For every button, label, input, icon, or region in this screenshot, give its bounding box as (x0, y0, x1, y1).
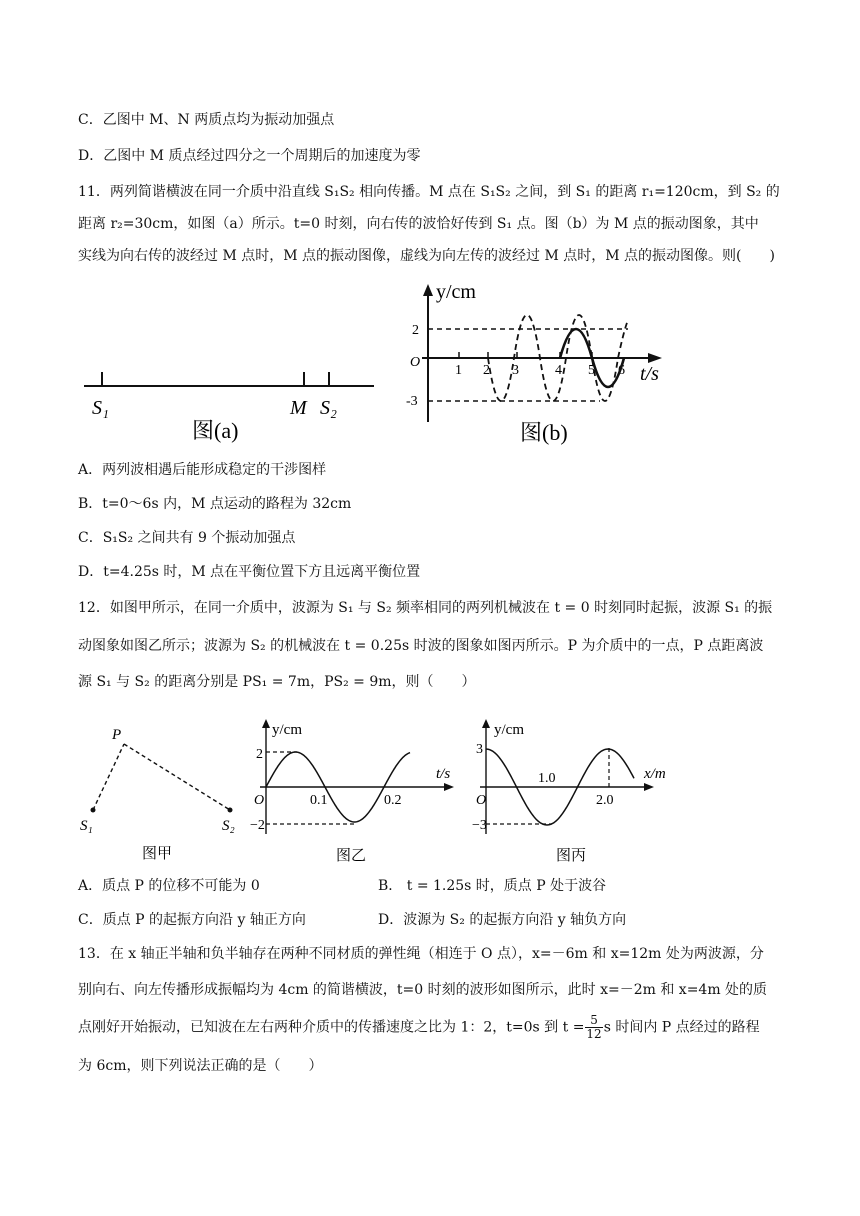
q11-stem-line3: 实线为向右传的波经过 M 点时，M 点的振动图像，虚线为向左传的波经过 M 点时，M 点的振动图像。则( ) (78, 248, 775, 264)
q11-option-d[interactable]: D．t=4.25s 时，M 点在平衡位置下方且远离平衡位置 (78, 564, 421, 580)
label-s1: S₁ (92, 397, 109, 419)
q13-stem-line3-part1: 点刚好开始振动，已知波在左右两种介质中的传播速度之比为 1：2，t=0s 到 t = (78, 1019, 585, 1036)
x-axis-label: t/s (436, 766, 451, 782)
q12-figure-jia (78, 722, 248, 862)
fraction-numerator: 5 (585, 1014, 602, 1028)
q12-option-b[interactable]: B． t = 1.25s 时，质点 P 处于波谷 (378, 878, 607, 894)
segment-ps1 (93, 744, 124, 810)
q12-figure-yi (250, 716, 462, 864)
y-axis-label: y/cm (436, 281, 476, 303)
y-axis-arrow (482, 719, 490, 728)
x-axis-arrow (644, 783, 654, 791)
fraction-5-12 (585, 1014, 602, 1041)
xtick-6: 6 (618, 363, 625, 378)
xtick-3: 3 (512, 363, 519, 378)
y-axis-arrow (423, 284, 433, 296)
xtick-1.0: 1.0 (538, 771, 556, 786)
q11-stem-line2: 距离 r₂=30cm，如图（a）所示。t=0 时刻，向右传的波恰好传到 S₁ 点。图（b）为 M 点的振动图象，其中 (78, 216, 759, 232)
xtick-5: 5 (588, 363, 595, 378)
xtick-4: 4 (555, 363, 562, 378)
q10-option-c[interactable]: C．乙图中 M、N 两质点均为振动加强点 (78, 112, 335, 128)
point-s1 (91, 808, 96, 813)
q11-figure-a (80, 350, 380, 450)
label-m: M (290, 397, 307, 419)
origin-label: O (476, 793, 487, 808)
y-axis-arrow (262, 719, 270, 728)
ytick-neg2: −2 (250, 818, 265, 833)
x-axis-arrow (648, 353, 662, 363)
caption-fig-yi: 图乙 (336, 848, 367, 864)
q11-option-a[interactable]: A．两列波相遇后能形成稳定的干涉图样 (78, 462, 327, 478)
segment-ps2 (124, 744, 230, 810)
q13-stem-line3-part2: s 时间内 P 点经过的路程 (603, 1019, 760, 1036)
q12-option-c[interactable]: C．质点 P 的起振方向沿 y 轴正方向 (78, 912, 306, 928)
q12-stem-line1: 12．如图甲所示，在同一介质中，波源为 S₁ 与 S₂ 频率相同的两列机械波在 t = 0 时刻同时起振，波源 S₁ 的振 (78, 600, 773, 616)
q13-stem-line3 (78, 1014, 760, 1041)
q12-option-a[interactable]: A．质点 P 的位移不可能为 0 (78, 878, 260, 894)
ytick-2: 2 (256, 747, 263, 762)
q12-stem-line3: 源 S₁ 与 S₂ 的距离分别是 PS₁ = 7m，PS₂ = 9m，则（ ） (78, 674, 476, 690)
caption-fig-b: 图(b) (520, 420, 568, 445)
xtick-2.0: 2.0 (596, 793, 614, 808)
q13-stem-line1: 13．在 x 轴正半轴和负半轴存在两种不同材质的弹性绳（相连于 O 点），x=－6m 和 x=12m 处为两波源，分 (78, 946, 764, 962)
q11-option-c[interactable]: C．S₁S₂ 之间共有 9 个振动加强点 (78, 530, 296, 546)
y-axis-label: y/cm (272, 722, 302, 738)
caption-fig-a: 图(a) (192, 418, 239, 443)
label-s2: S₂ (222, 818, 235, 834)
q12-option-d[interactable]: D．波源为 S₂ 的起振方向沿 y 轴负方向 (378, 912, 627, 928)
q13-stem-line4: 为 6cm，则下列说法正确的是（ ） (78, 1058, 323, 1074)
origin-label: O (410, 355, 421, 370)
q12-stem-line2: 动图象如图乙所示；波源为 S₂ 的机械波在 t = 0.25s 时波的图象如图丙所示。P 为介质中的一点，P 点距离波 (78, 638, 764, 654)
origin-label: O (254, 793, 265, 808)
label-s1: S₁ (80, 818, 93, 834)
xtick-1: 1 (455, 363, 462, 378)
ytick-2: 2 (412, 323, 419, 338)
x-axis-arrow (444, 783, 454, 791)
ytick-neg3: −3 (472, 818, 487, 833)
caption-fig-jia: 图甲 (142, 846, 173, 862)
x-axis-label: t/s (640, 363, 659, 385)
point-s2 (228, 808, 233, 813)
q10-option-d[interactable]: D．乙图中 M 质点经过四分之一个周期后的加速度为零 (78, 148, 421, 164)
xtick-0.1: 0.1 (310, 793, 328, 808)
xtick-2: 2 (483, 363, 490, 378)
label-s2: S₂ (320, 397, 337, 419)
q11-figure-b (400, 280, 670, 448)
q13-stem-line2: 别向右、向左传播形成振幅均为 4cm 的简谐横波，t=0 时刻的波形如图所示，此时 x=－2m 和 x=4m 处的质 (78, 982, 768, 998)
q11-option-b[interactable]: B．t=0～6s 内，M 点运动的路程为 32cm (78, 496, 352, 512)
fraction-denominator: 12 (586, 1027, 602, 1041)
ytick-3: 3 (476, 742, 483, 757)
xtick-0.2: 0.2 (384, 793, 402, 808)
x-axis-label: x/m (644, 766, 666, 782)
ytick-neg3: -3 (406, 394, 418, 409)
q12-figure-bing (470, 716, 680, 864)
caption-fig-bing: 图丙 (556, 848, 587, 864)
label-p: P (112, 727, 122, 743)
q11-stem-line1: 11．两列简谐横波在同一介质中沿直线 S₁S₂ 相向传播。M 点在 S₁S₂ 之间，到 S₁ 的距离 r₁=120cm，到 S₂ 的 (78, 184, 780, 200)
y-axis-label: y/cm (494, 722, 524, 738)
